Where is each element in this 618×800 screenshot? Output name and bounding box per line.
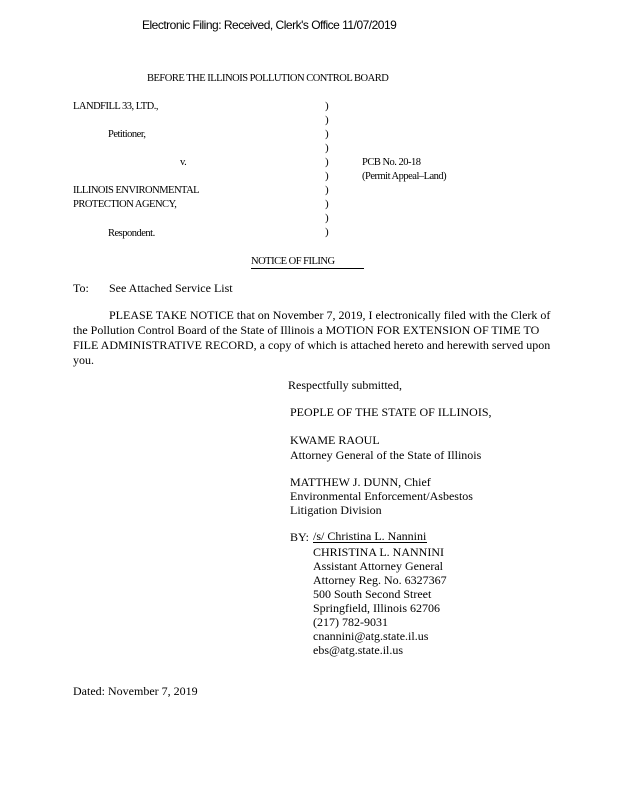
attorney-general-title: Attorney General of the State of Illinois	[290, 448, 482, 462]
paren: )	[325, 128, 329, 140]
board-title: BEFORE THE ILLINOIS POLLUTION CONTROL BOARD	[147, 73, 389, 84]
attorney-general-name: KWAME RAOUL	[290, 433, 380, 447]
paren: )	[325, 142, 329, 154]
to-label: To:	[73, 281, 89, 295]
notice-body: PLEASE TAKE NOTICE that on November 7, 2019, I electronically filed with the Clerk of the Pollution Control Board of the State of Illinois a MOTION FOR EXTENSION OF TIME TO FILE ADMINISTRATIVE RECORD, a copy of which is attached hereto and herewith served upon you.	[73, 308, 551, 367]
street-address: 500 South Second Street	[313, 587, 432, 601]
chief-title-line-1: Environmental Enforcement/Asbestos	[290, 489, 473, 503]
city-state-zip: Springfield, Illinois 62706	[313, 601, 440, 615]
paren: )	[325, 184, 329, 196]
petitioner-role: Petitioner,	[108, 129, 146, 140]
by-label: BY:	[290, 530, 309, 544]
closing: Respectfully submitted,	[288, 378, 402, 392]
attorney-name: CHRISTINA L. NANNINI	[313, 545, 444, 559]
versus: v.	[180, 157, 187, 168]
paren: )	[325, 226, 329, 238]
paren: )	[325, 100, 329, 112]
email-1: cnannini@atg.state.il.us	[313, 629, 429, 643]
electronic-filing-header: Electronic Filing: Received, Clerk's Office 11/07/2019	[142, 18, 397, 32]
respondent-role: Respondent.	[108, 228, 155, 239]
chief-title-line-2: Litigation Division	[290, 503, 382, 517]
party-name: PEOPLE OF THE STATE OF ILLINOIS,	[290, 405, 492, 419]
paren: )	[325, 212, 329, 224]
paren: )	[325, 156, 329, 168]
paren: )	[325, 198, 329, 210]
notice-title: NOTICE OF FILING	[251, 256, 364, 269]
petitioner-name: LANDFILL 33, LTD.,	[73, 101, 159, 112]
respondent-name-line-1: ILLINOIS ENVIRONMENTAL	[73, 185, 200, 196]
phone: (217) 782-9031	[313, 615, 388, 629]
email-2: ebs@atg.state.il.us	[313, 643, 404, 657]
to-value: See Attached Service List	[109, 281, 233, 295]
attorney-title: Assistant Attorney General	[313, 559, 443, 573]
paren: )	[325, 170, 329, 182]
case-number: PCB No. 20-18	[362, 157, 421, 168]
case-type: (Permit Appeal–Land)	[362, 171, 447, 182]
attorney-reg-no: Attorney Reg. No. 6327367	[313, 573, 447, 587]
chief-name: MATTHEW J. DUNN, Chief	[290, 475, 431, 489]
respondent-name-line-2: PROTECTION AGENCY,	[73, 199, 177, 210]
by-signature: /s/ Christina L. Nannini	[313, 529, 427, 543]
dated: Dated: November 7, 2019	[73, 684, 198, 698]
caption-parentheses	[325, 99, 329, 239]
paren: )	[325, 114, 329, 126]
attorney-contact	[313, 545, 447, 657]
